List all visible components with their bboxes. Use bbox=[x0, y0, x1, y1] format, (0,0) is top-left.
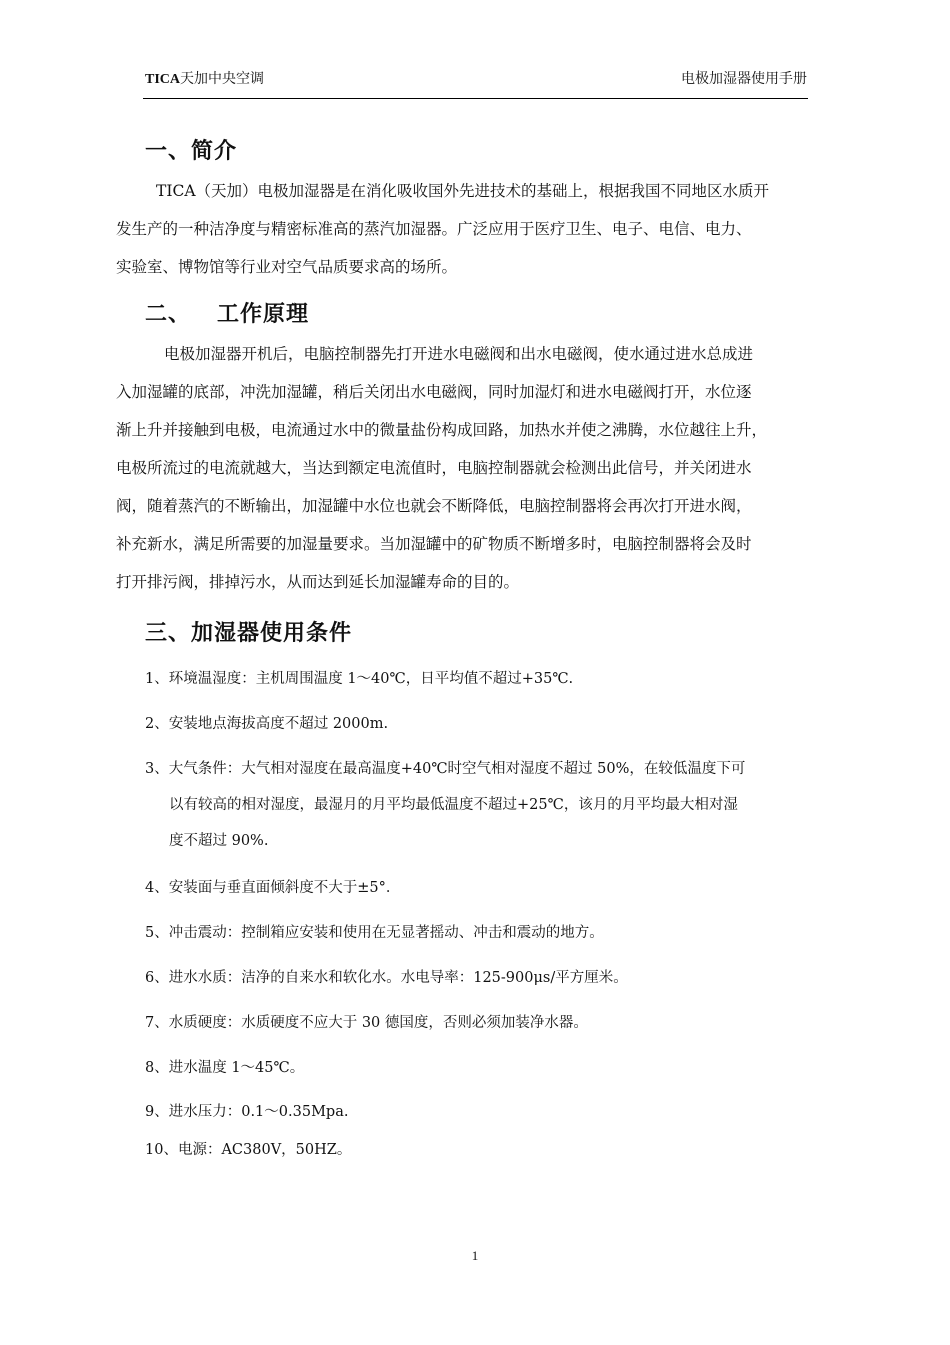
condition-item-2 bbox=[145, 706, 810, 742]
paragraph-line: 阀，随着蒸汽的不断输出，加湿罐中水位也就会不断降低，电脑控制器将会再次打开进水阀， bbox=[116, 497, 752, 515]
condition-item-10 bbox=[145, 1132, 810, 1168]
condition-item-9 bbox=[145, 1094, 810, 1130]
condition-item-1 bbox=[145, 661, 810, 697]
condition-item-7 bbox=[145, 1005, 810, 1041]
paragraph-line: 电极所流过的电流就越大，当达到额定电流值时，电脑控制器就会检测出此信号，并关闭进水 bbox=[116, 459, 752, 477]
list-item-text: 5、冲击震动：控制箱应安装和使用在无显著摇动、冲击和震动的地方。 bbox=[145, 925, 604, 941]
paragraph-line: 打开排污阀，排掉污水，从而达到延长加湿罐寿命的目的。 bbox=[116, 573, 520, 591]
header-divider bbox=[143, 98, 808, 99]
list-item-text: 8、进水温度 1～45℃。 bbox=[145, 1060, 305, 1076]
header-brand: TICA bbox=[145, 72, 181, 87]
list-item-text: 1、环境温湿度：主机周围温度 1～40℃，日平均值不超过+35℃. bbox=[145, 671, 574, 687]
header-company-name: 天加中央空调 bbox=[180, 71, 265, 87]
paragraph-line: 入加湿罐的底部，冲洗加湿罐，稍后关闭出水电磁阀，同时加湿灯和进水电磁阀打开，水位逐 bbox=[116, 383, 752, 401]
section-principle-title: 二、 工作原理 bbox=[145, 302, 309, 327]
section-intro-title: 一、简介 bbox=[145, 139, 238, 164]
list-item-text: 度不超过 90%. bbox=[169, 833, 269, 849]
paragraph-line: TICA（天加）电极加湿器是在消化吸收国外先进技术的基础上，根据我国不同地区水质开 bbox=[156, 182, 770, 200]
condition-item-4 bbox=[145, 870, 810, 906]
list-item-text: 以有较高的相对湿度，最湿月的月平均最低温度不超过+25℃，该月的月平均最大相对湿 bbox=[169, 797, 738, 813]
paragraph-line: 补充新水，满足所需要的加湿量要求。当加湿罐中的矿物质不断增多时，电脑控制器将会及时 bbox=[116, 535, 752, 553]
list-item-text: 6、进水水质：洁净的自来水和软化水。水电导率：125-900μs/平方厘米。 bbox=[145, 970, 628, 986]
condition-item-6 bbox=[145, 960, 810, 996]
paragraph-line: 发生产的一种洁净度与精密标准高的蒸汽加湿器。广泛应用于医疗卫生、电子、电信、电力、 bbox=[116, 220, 752, 238]
page-number: 1 bbox=[471, 1248, 479, 1263]
list-item-text: 4、安装面与垂直面倾斜度不大于±5°． bbox=[145, 880, 401, 896]
section-conditions-title: 三、加湿器使用条件 bbox=[145, 621, 353, 646]
header-company bbox=[145, 68, 264, 88]
paragraph-line: 电极加湿器开机后，电脑控制器先打开进水电磁阀和出水电磁阀，使水通过进水总成进 bbox=[164, 345, 754, 363]
list-item-text: 9、进水压力：0.1～0.35Mpa. bbox=[145, 1104, 349, 1120]
list-item-text: 3、大气条件：大气相对湿度在最高温度+40℃时空气相对湿度不超过 50%，在较低温度下可 bbox=[145, 761, 746, 777]
paragraph-line: 渐上升并接触到电极，电流通过水中的微量盐份构成回路，加热水并使之沸腾，水位越往上升， bbox=[116, 421, 768, 439]
paragraph-line: 实验室、博物馆等行业对空气品质要求高的场所。 bbox=[116, 258, 458, 276]
header-manual-title: 电极加湿器使用手册 bbox=[681, 71, 807, 87]
list-item-text: 2、安装地点海拔高度不超过 2000m. bbox=[145, 716, 389, 732]
list-item-text: 10、电源：AC380V，50HZ。 bbox=[145, 1142, 352, 1158]
condition-item-5 bbox=[145, 915, 810, 951]
section-principle-body bbox=[116, 335, 806, 601]
list-item-text: 7、水质硬度：水质硬度不应大于 30 德国度，否则必须加装净水器。 bbox=[145, 1015, 588, 1031]
section-intro-body bbox=[116, 172, 806, 286]
condition-item-8 bbox=[145, 1050, 810, 1086]
condition-item-3 bbox=[145, 751, 810, 859]
